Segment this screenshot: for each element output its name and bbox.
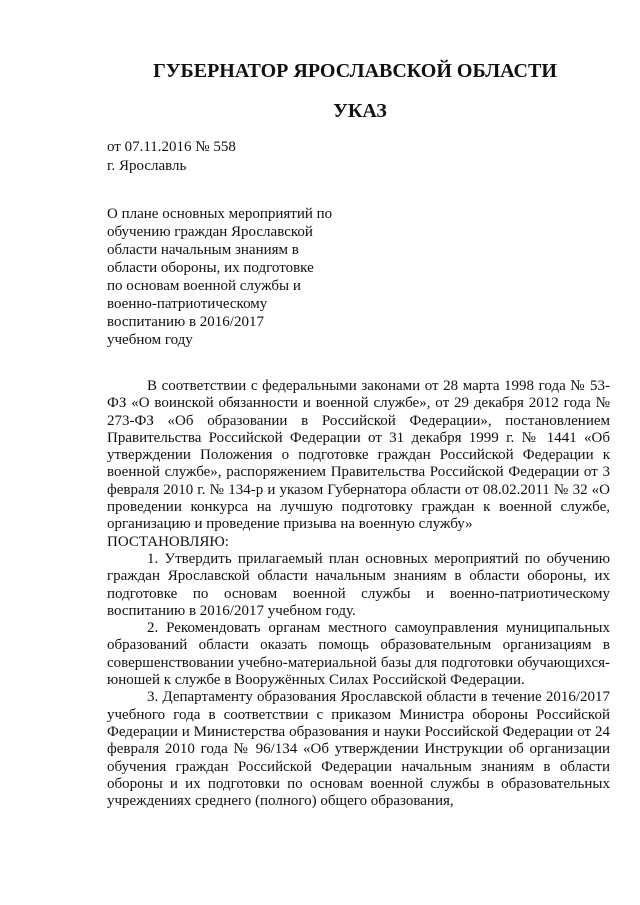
subject-line: области начальным знаниям в xyxy=(107,242,299,258)
document-issuer-title: ГУБЕРНАТОР ЯРОСЛАВСКОЙ ОБЛАСТИ xyxy=(153,60,557,82)
decree-item-1: 1. Утвердить прилагаемый план основных мероприятий по обучению граждан Ярославской области начальным знаниям в области обороны, их подготовке по основам военной службы и военно-патриотическому воспитанию в 2016/2017 учебном году. xyxy=(107,550,610,619)
decree-item-3: 3. Департаменту образования Ярославской области в течение 2016/2017 учебного года в соответствии с приказом Министра обороны Российской Федерации и Министерства образования и науки Российской Федерации от 24 февраля 2010 года № 96/134 «Об утверждении Инструкции об организации обучения граждан Российской Федерации начальным знаниям в области обороны и их подготовки по основам военной службы в образовательных учреждениях среднего (полного) общего образования, xyxy=(107,689,610,810)
subject-line: области обороны, их подготовке xyxy=(107,260,314,276)
document-date-number: от 07.11.2016 № 558 xyxy=(107,139,236,155)
decree-word: ПОСТАНОВЛЯЮ: xyxy=(107,533,229,550)
subject-line: обучению граждан Ярославской xyxy=(107,224,313,240)
decree-item-2: 2. Рекомендовать органам местного самоуправления муниципальных образований области оказать помощь образовательным организациям в совершенствовании учебно-материальной базы для подготовки обучающихся-юношей к службе в Вооружённых Силах Российской Федерации. xyxy=(107,620,610,689)
document-type-title: УКАЗ xyxy=(333,100,387,122)
document-city: г. Ярославль xyxy=(107,158,187,174)
document-subject xyxy=(107,205,342,349)
subject-line: О плане основных мероприятий по xyxy=(107,206,333,222)
subject-line: воспитанию в 2016/2017 xyxy=(107,314,264,330)
subject-line: военно-патриотическому xyxy=(107,296,268,312)
preamble-paragraph: В соответствии с федеральными законами от 28 марта 1998 года № 53-ФЗ «О воинской обязанности и военной службе», от 29 декабря 2012 года № 273-ФЗ «Об образовании в Российской Федерации», постановлением Правительства Российской Федерации от 31 декабря 1999 г. № 1441 «Об утверждении Положения о подготовке граждан Российской Федерации к военной службе», распоряжением Правительства Российской Федерации от 3 февраля 2010 г. № 134-р и указом Губернатора области от 08.02.2011 № 32 «О проведении конкурса на лучшую подготовку граждан к военной службе, организацию и проведение призыва на военную службу» xyxy=(107,378,610,533)
subject-line: по основам военной службы и xyxy=(107,278,301,294)
document-body xyxy=(107,378,610,810)
subject-line: учебном году xyxy=(107,332,193,348)
document-meta xyxy=(107,138,236,176)
